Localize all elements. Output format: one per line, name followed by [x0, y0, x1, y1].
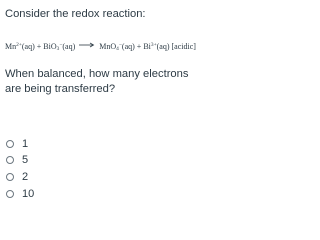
radio-button[interactable] [6, 156, 14, 164]
question-intro: Consider the redox reaction: [5, 8, 146, 20]
reaction-arrow-icon [79, 42, 95, 48]
reactant-bio3-state: (aq) [62, 42, 76, 51]
redox-equation [5, 40, 196, 55]
reaction-condition: [acidic] [171, 42, 196, 51]
reactant-bio3-charge: − [59, 42, 63, 48]
product-bi-charge: 3+ [150, 42, 157, 48]
product-bi-symbol: Bi [143, 42, 151, 51]
product-mno4-symbol: MnO [99, 42, 117, 51]
answer-option-5[interactable] [5, 153, 28, 167]
product-mno4-subscript: 4 [116, 46, 119, 52]
reactant-mn-charge: 2+ [16, 42, 22, 48]
reactant-mn-state: (aq) [21, 42, 35, 51]
product-bi-state: (aq) [156, 42, 170, 51]
radio-button[interactable] [6, 140, 14, 148]
radio-button[interactable] [6, 173, 14, 181]
answer-option-1[interactable] [5, 137, 28, 151]
answer-label: 2 [22, 171, 29, 183]
reactant-mn-symbol: Mn [5, 42, 17, 51]
answer-label: 10 [22, 188, 35, 200]
answer-label: 1 [22, 138, 29, 150]
plus-sign: + [136, 42, 142, 51]
reactant-bio3-symbol: BiO [43, 42, 57, 51]
product-mno4-state: (aq) [121, 42, 135, 51]
product-mno4-charge: − [118, 42, 122, 48]
plus-sign: + [36, 42, 42, 51]
radio-button[interactable] [6, 190, 14, 198]
question-prompt: When balanced, how many electrons are being transferred? [5, 68, 189, 95]
reactant-bio3-subscript: 3 [56, 46, 60, 52]
answer-option-10[interactable] [5, 187, 34, 201]
answer-option-2[interactable] [5, 170, 28, 184]
answer-label: 5 [22, 154, 29, 166]
